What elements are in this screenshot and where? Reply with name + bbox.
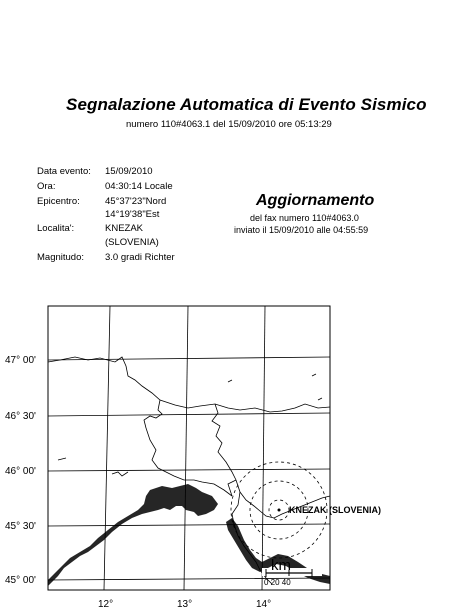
lon-label-14: 14° xyxy=(256,599,272,610)
lon-label-13: 13° xyxy=(177,599,193,610)
epicenter-place-label: KNEZAK (SLOVENIA) xyxy=(289,505,381,515)
locality-value: KNEZAK xyxy=(105,223,144,234)
magnitude-value: 3.0 gradi Richter xyxy=(105,252,175,263)
event-date-value: 15/09/2010 xyxy=(105,166,153,177)
report-title: Segnalazione Automatica di Evento Sismico xyxy=(66,95,427,114)
epicenter-map xyxy=(0,300,450,612)
lat-label-46-00: 46° 00' xyxy=(5,466,36,477)
lon-label-12: 12° xyxy=(98,599,114,610)
report-subtitle: numero 110#4063.1 del 15/09/2010 ore 05:13:29 xyxy=(126,119,332,130)
lat-label-45-00: 45° 00' xyxy=(5,575,36,586)
lat-label-47-00: 47° 00' xyxy=(5,355,36,366)
update-sent-time: inviato il 15/09/2010 alle 04:55:59 xyxy=(234,225,369,235)
update-title: Aggiornamento xyxy=(256,192,375,209)
event-date-label: Data evento: xyxy=(37,166,91,177)
lat-label-45-30: 45° 30' xyxy=(5,521,36,532)
epicenter-lon-value: 14°19'38"Est xyxy=(105,209,160,220)
update-fax-number: del fax numero 110#4063.0 xyxy=(250,213,359,223)
epicenter-label: Epicentro: xyxy=(37,196,80,207)
epicenter-marker xyxy=(278,509,281,512)
locality-country-value: (SLOVENIA) xyxy=(105,237,159,248)
scale-values: 0 20 40 xyxy=(264,578,291,587)
event-time-value: 04:30:14 Locale xyxy=(105,181,173,192)
event-time-label: Ora: xyxy=(37,181,56,192)
scale-unit: km xyxy=(271,557,291,574)
lat-label-46-30: 46° 30' xyxy=(5,411,36,422)
locality-label: Localita': xyxy=(37,223,75,234)
magnitude-label: Magnitudo: xyxy=(37,252,85,263)
epicenter-lat-value: 45°37'23"Nord xyxy=(105,196,167,207)
